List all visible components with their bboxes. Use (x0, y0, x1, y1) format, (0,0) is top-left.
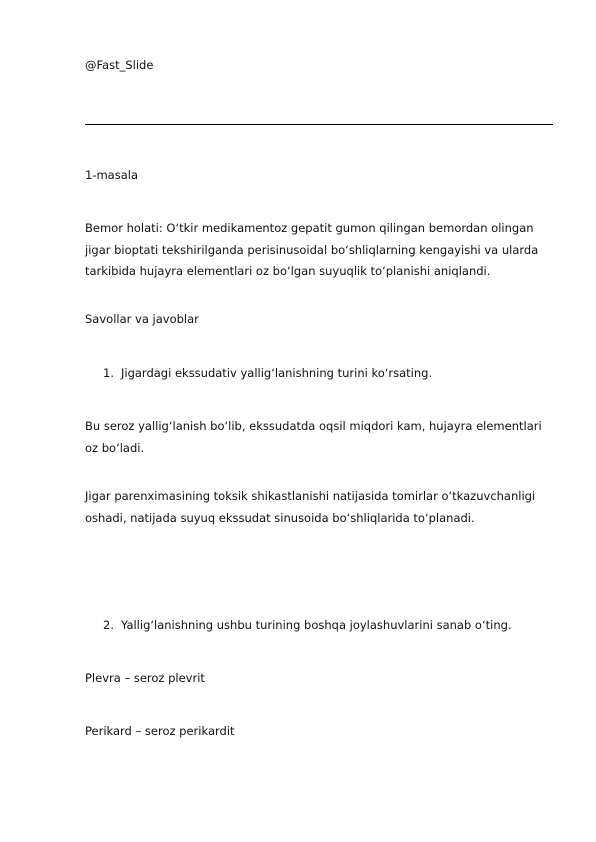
question-2 (103, 615, 553, 637)
question-1-number: 1. (103, 366, 114, 380)
question-2-text: Yallig‘lanishning ushbu turining boshqa joylashuvlarini sanab o‘ting. (121, 618, 512, 632)
qa-section-title: Savollar va javoblar (85, 312, 199, 326)
problem-title: 1-masala (85, 168, 138, 182)
answer-2-item-1: Plevra – seroz plevrit (85, 671, 205, 685)
case-description: Bemor holati: O‘tkir medikamentoz gepatit gumon qilingan bemordan olingan jigar bioptati tekshirilganda perisinusoidal bo‘shliqlarning kengayishi va ularda tarkibida hujayra elementlari oz bo‘lgan suyuqlik to‘planishi aniqlandi. (85, 221, 539, 278)
horizontal-divider (85, 124, 553, 125)
question-2-number: 2. (103, 618, 114, 632)
answer-2-item-2: Perikard – seroz perikardit (85, 724, 235, 738)
question-1-text: Jigardagi ekssudativ yallig‘lanishning turini ko‘rsating. (121, 366, 433, 380)
answer-1-paragraph-1: Bu seroz yallig‘lanish bo‘lib, ekssudatda oqsil miqdori kam, hujayra elementlari oz bo‘ladi. (85, 419, 542, 455)
question-1 (103, 363, 553, 385)
answer-1-paragraph-2: Jigar parenximasining toksik shikastlanishi natijasida tomirlar o‘tkazuvchanligi oshadi, natijada suyuq ekssudat sinusoida bo‘shliqlarida to‘planadi. (85, 489, 536, 525)
header-handle: @Fast_Slide (85, 58, 154, 72)
